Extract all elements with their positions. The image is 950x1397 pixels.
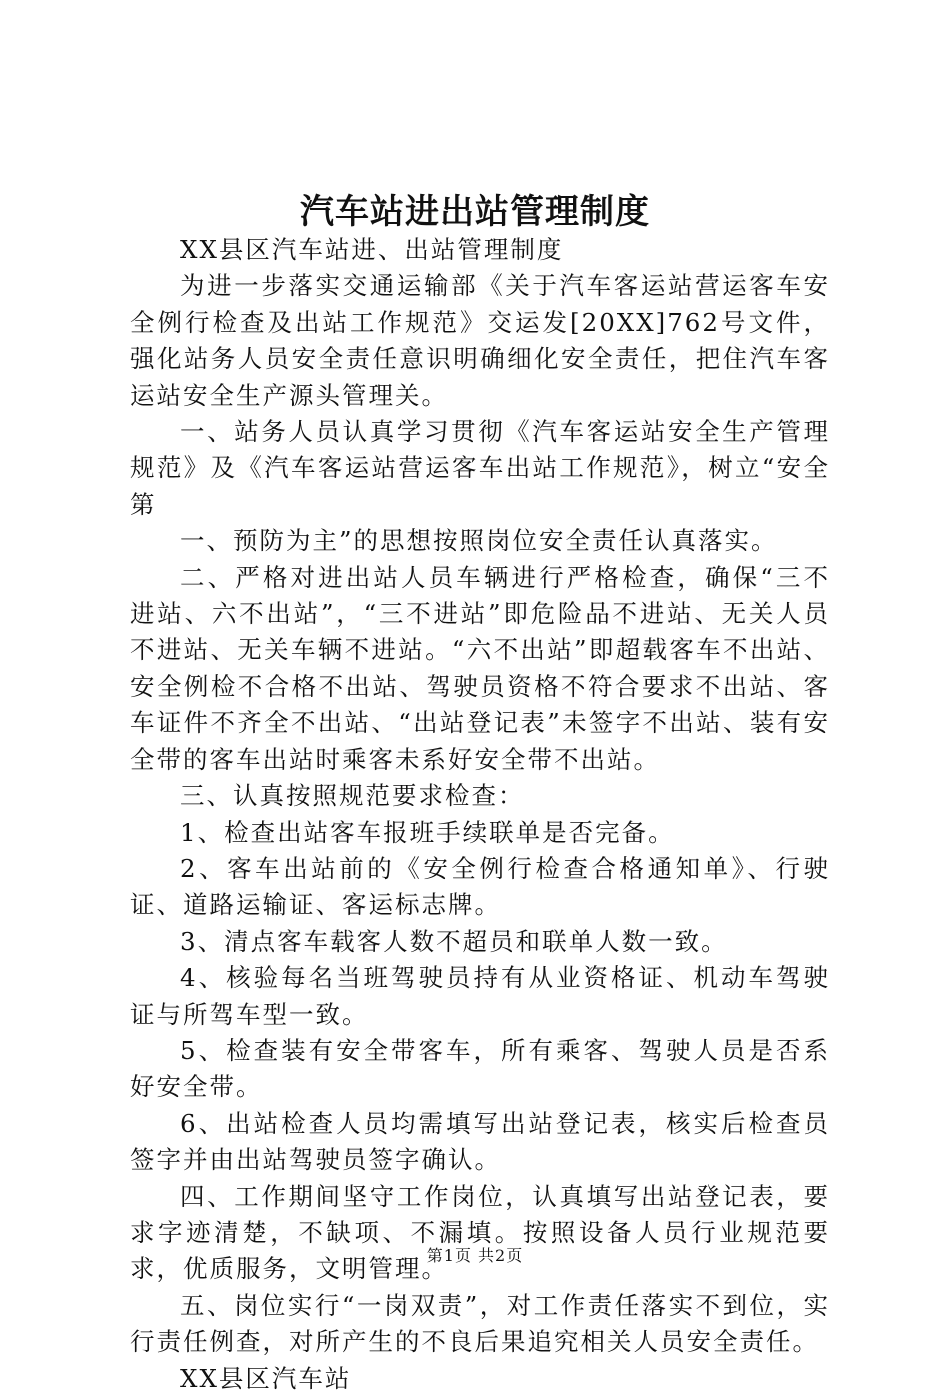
paragraph-signature: XX县区汽车站 <box>180 1363 352 1393</box>
paragraph-item-2: 二、严格对进出站人员车辆进行严格检查，确保“三不进站、六不出站”，“三不进站”即危险品不进站、无关人员不进站、无关车辆不进站。“六不出站”即超载客车不出站、安全例检不合格不出站、驾驶员资格不符合要求不出站、客车证件不齐全不出站、“出站登记表”未签字不出站、装有安全带的客车出站时乘客未系好安全带不出站。 <box>130 562 830 774</box>
paragraph-sub-1: 1、检查出站客车报班手续联单是否完备。 <box>180 817 675 847</box>
paragraph-sub-2: 2、客车出站前的《安全例行检查合格通知单》、行驶证、道路运输证、客运标志牌。 <box>130 853 830 920</box>
paragraph-item-1-cont: 一、预防为主”的思想按照岗位安全责任认真落实。 <box>180 526 778 556</box>
page-number: 第1页 共2页 <box>426 1246 524 1265</box>
document-body <box>130 232 830 1397</box>
paragraph-sub-6: 6、出站检查人员均需填写出站登记表，核实后检查员签字并由出站驾驶员签字确认。 <box>130 1108 830 1175</box>
paragraph-item-3: 三、认真按照规范要求检查： <box>180 781 525 811</box>
document-title: 汽车站进出站管理制度 <box>300 192 650 232</box>
paragraph-intro: 为进一步落实交通运输部《关于汽车客运站营运客车安全例行检查及出站工作规范》交运发[20XX]762号文件，强化站务人员安全责任意识明确细化安全责任，把住汽车客运站安全生产源头管理关。 <box>130 271 830 410</box>
paragraph-heading: XX县区汽车站进、出站管理制度 <box>180 235 564 264</box>
paragraph-sub-5: 5、检查装有安全带客车，所有乘客、驾驶人员是否系好安全带。 <box>130 1035 830 1102</box>
paragraph-item-1: 一、站务人员认真学习贯彻《汽车客运站安全生产管理规范》及《汽车客运站营运客车出站工作规范》，树立“安全第 <box>130 417 830 519</box>
paragraph-sub-4: 4、核验每名当班驾驶员持有从业资格证、机动车驾驶证与所驾车型一致。 <box>130 963 830 1029</box>
paragraph-sub-3: 3、清点客车载客人数不超员和联单人数一致。 <box>180 926 728 956</box>
paragraph-item-4: 四、工作期间坚守工作岗位，认真填写出站登记表，要求字迹清楚，不缺项、不漏填。按照设备人员行业规范要求，优质服务，文明管理。 <box>130 1181 830 1284</box>
paragraph-item-5: 五、岗位实行“一岗双责”，对工作责任落实不到位，实行责任例查，对所产生的不良后果追究相关人员安全责任。 <box>130 1290 830 1357</box>
